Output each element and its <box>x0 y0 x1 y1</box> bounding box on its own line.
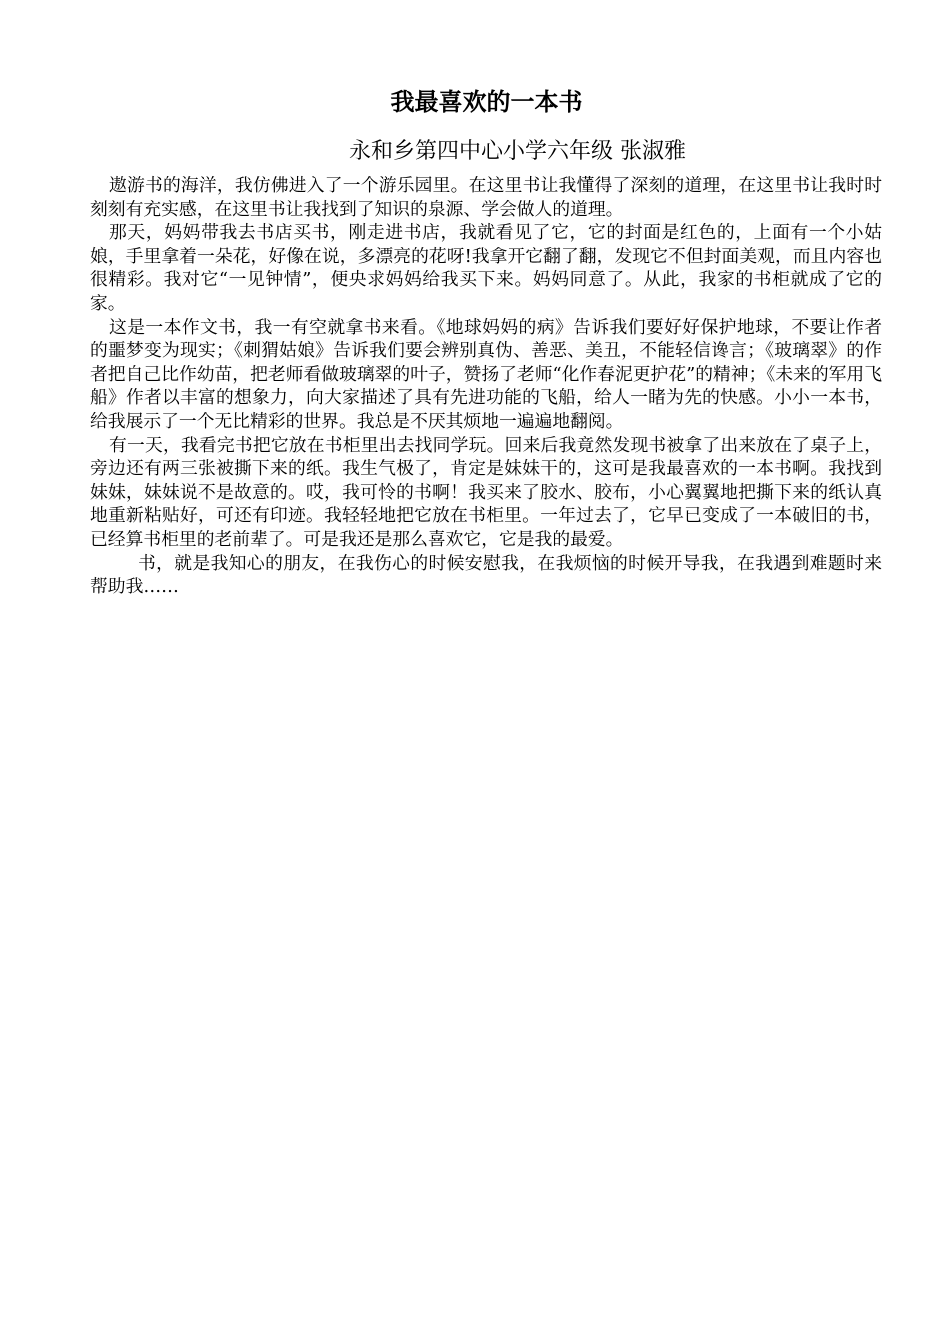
paragraph-sister: 有一天，我看完书把它放在书柜里出去找同学玩。回来后我竟然发现书被拿了出来放在了桌子上，旁边还有两三张被撕下来的纸。我生气极了，肯定是妹妹干的，这可是我最喜欢的一本书啊。我找到妹妹，妹妹说不是故意的。哎，我可怜的书啊！我买来了胶水、胶布，小心翼翼地把撕下来的纸认真地重新粘贴好，可还有印迹。我轻轻地把它放在书柜里。一年过去了，它早已变成了一本破旧的书，已经算书柜里的老前辈了。可是我还是那么喜欢它，它是我的最爱。 <box>90 434 882 550</box>
paragraph-conclusion: 书，就是我知心的朋友，在我伤心的时候安慰我，在我烦恼的时候开导我，在我遇到难题时来帮助我…… <box>90 552 882 598</box>
essay-title: 我最喜欢的一本书 <box>390 87 583 116</box>
paragraph-intro: 遨游书的海洋，我仿佛进入了一个游乐园里。在这里书让我懂得了深刻的道理，在这里书让我时时刻刻有充实感，在这里书让我找到了知识的泉源、学会做人的道理。 <box>90 175 882 220</box>
paragraph-contents: 这是一本作文书，我一有空就拿书来看。《地球妈妈的病》告诉我们要好好保护地球，不要让作者的噩梦变为现实；《刺猬姑娘》告诉我们要会辨别真伪、善恶、美丑，不能轻信谗言；《玻璃翠》的作者把自己比作幼苗，把老师看做玻璃翠的叶子，赞扬了老师“化作春泥更护花”的精神；《未来的军用飞船》作者以丰富的想象力，向大家描述了具有先进功能的飞船，给人一睹为先的快感。小小一本书，给我展示了一个无比精彩的世界。我总是不厌其烦地一遍遍地翻阅。 <box>90 316 882 432</box>
author-byline: 永和乡第四中心小学六年级 张淑雅 <box>349 139 686 164</box>
paragraph-bookstore: 那天，妈妈带我去书店买书，刚走进书店，我就看见了它，它的封面是红色的，上面有一个小姑娘，手里拿着一朵花，好像在说，多漂亮的花呀!我拿开它翻了翻，发现它不但封面美观，而且内容也很精彩。我对它“一见钟情”，便央求妈妈给我买下来。妈妈同意了。从此，我家的书柜就成了它的家。 <box>90 222 882 314</box>
essay-body <box>90 174 882 599</box>
